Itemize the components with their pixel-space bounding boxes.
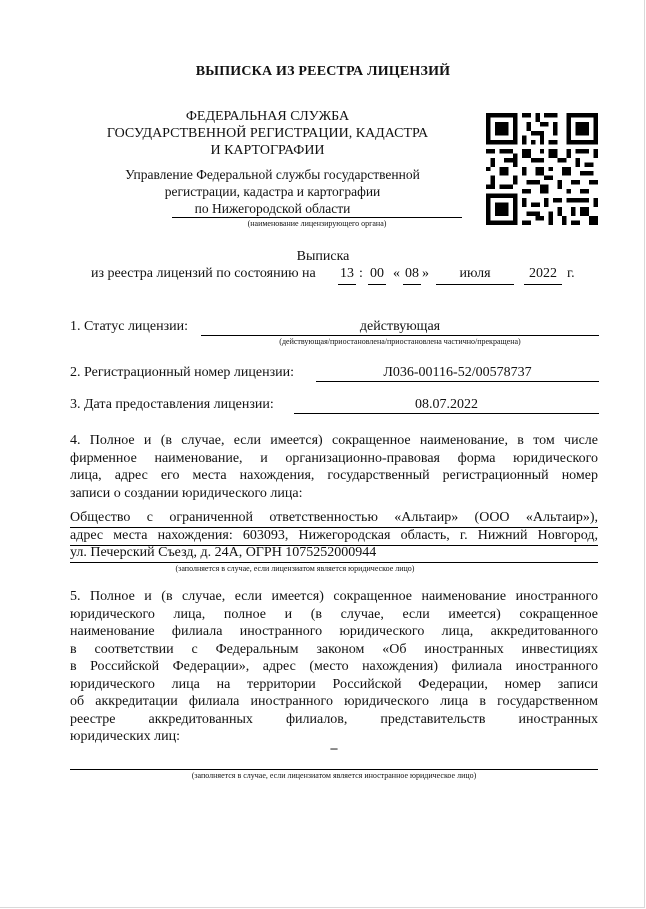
agency-line: ФЕДЕРАЛЬНАЯ СЛУЖБА bbox=[185, 109, 350, 124]
legal-entity-underline bbox=[70, 545, 598, 546]
hour-underline bbox=[338, 284, 356, 285]
time-hour: 13 bbox=[340, 266, 354, 281]
text-line: лица, адрес его места нахождения, государственный регистрационный номер bbox=[70, 468, 598, 483]
grant-date-value: 08.07.2022 bbox=[415, 397, 478, 412]
authority-underline bbox=[172, 217, 462, 218]
quote-open: « bbox=[393, 266, 400, 281]
value-line: ул. Печерский Съезд, д. 24А, ОГРН 1075252000944 bbox=[70, 545, 377, 560]
foreign-entity-underline bbox=[70, 769, 598, 770]
text-line: записи о создании юридического лица: bbox=[70, 485, 303, 501]
text-line: юридического лица на территории Российской Федерации, номер записи bbox=[70, 676, 598, 692]
value-line: Общество с ограниченной ответственностью «Альтаир» (ООО «Альтаир»), bbox=[70, 510, 598, 525]
status-label: 1. Статус лицензии: bbox=[70, 319, 189, 334]
time-separator: : bbox=[359, 266, 363, 281]
status-caption: (действующая/приостановлена/приостановлена частично/прекращена) bbox=[279, 337, 521, 346]
item5-paragraph bbox=[70, 588, 598, 746]
time-minute: 00 bbox=[370, 266, 384, 281]
date-month: июля bbox=[459, 266, 491, 281]
foreign-entity-value: – bbox=[330, 741, 338, 756]
item4-paragraph bbox=[70, 432, 598, 502]
date-year: 2022 bbox=[529, 266, 557, 281]
value-line: адрес места нахождения: 603093, Нижегородская область, г. Нижний Новгород, bbox=[70, 527, 598, 543]
qr-code-icon bbox=[486, 113, 598, 225]
agency-name bbox=[80, 108, 455, 159]
text-line: 5. Полное и (в случае, если имеется) сокращенное наименование иностранного bbox=[70, 589, 598, 604]
agency-line: ГОСУДАРСТВЕННОЙ РЕГИСТРАЦИИ, КАДАСТРА bbox=[106, 126, 429, 141]
legal-entity-value bbox=[70, 509, 598, 562]
dept-line: регистрации, кадастра и картографии bbox=[164, 184, 381, 199]
day-underline bbox=[403, 284, 421, 285]
text-line: реестре аккредитованных филиалов, представительств иностранных bbox=[70, 711, 598, 727]
text-line: наименование филиала иностранного юридического лица, аккредитованного bbox=[70, 624, 598, 639]
extract-heading: Выписка bbox=[296, 249, 350, 264]
text-line: в соответствии с Федеральным законом «Об иностранных инвестициях bbox=[70, 641, 598, 657]
year-underline bbox=[524, 284, 562, 285]
agency-line: И КАРТОГРАФИИ bbox=[210, 143, 325, 158]
license-number-value: Л036-00116-52/00578737 bbox=[383, 365, 532, 380]
date-day: 08 bbox=[405, 266, 419, 281]
status-value: действующая bbox=[359, 319, 441, 334]
text-line: 4. Полное и (в случае, если имеется) сокращенное наименование, в том числе bbox=[70, 433, 598, 448]
status-underline bbox=[201, 335, 599, 336]
text-line: в Российской Федерации», адрес (место нахождения) филиала иностранного bbox=[70, 659, 598, 674]
dept-line: по Нижегородской области bbox=[194, 201, 351, 216]
year-suffix: г. bbox=[567, 266, 575, 281]
state-prefix: из реестра лицензий по состоянию на bbox=[91, 266, 316, 281]
text-line: юридического лица, полное и (в случае, если имеется) сокращенное bbox=[70, 606, 598, 622]
minute-underline bbox=[368, 284, 386, 285]
grant-date-label: 3. Дата предоставления лицензии: bbox=[70, 397, 274, 412]
quote-close: » bbox=[422, 266, 429, 281]
month-underline bbox=[436, 284, 514, 285]
document-title: ВЫПИСКА ИЗ РЕЕСТРА ЛИЦЕНЗИЙ bbox=[195, 64, 451, 79]
license-number-label: 2. Регистрационный номер лицензии: bbox=[70, 365, 295, 380]
licensing-authority bbox=[80, 166, 465, 217]
legal-entity-caption: (заполняется в случае, если лицензиатом является юридическое лицо) bbox=[175, 564, 415, 573]
foreign-entity-caption: (заполняется в случае, если лицензиатом является иностранное юридическое лицо) bbox=[191, 771, 477, 780]
text-line: об аккредитации филиала иностранного юридического лица в государственном bbox=[70, 694, 598, 709]
legal-entity-underline bbox=[70, 562, 598, 563]
authority-caption: (наименование лицензирующего органа) bbox=[247, 219, 387, 228]
grant-date-underline bbox=[294, 413, 599, 414]
license-number-underline bbox=[316, 381, 599, 382]
text-line: фирменное наименование, и организационно-правовая форма юридического bbox=[70, 450, 598, 466]
legal-entity-underline bbox=[70, 527, 598, 528]
text-line: юридических лиц: bbox=[70, 729, 181, 744]
dept-line: Управление Федеральной службы государственной bbox=[125, 167, 420, 182]
